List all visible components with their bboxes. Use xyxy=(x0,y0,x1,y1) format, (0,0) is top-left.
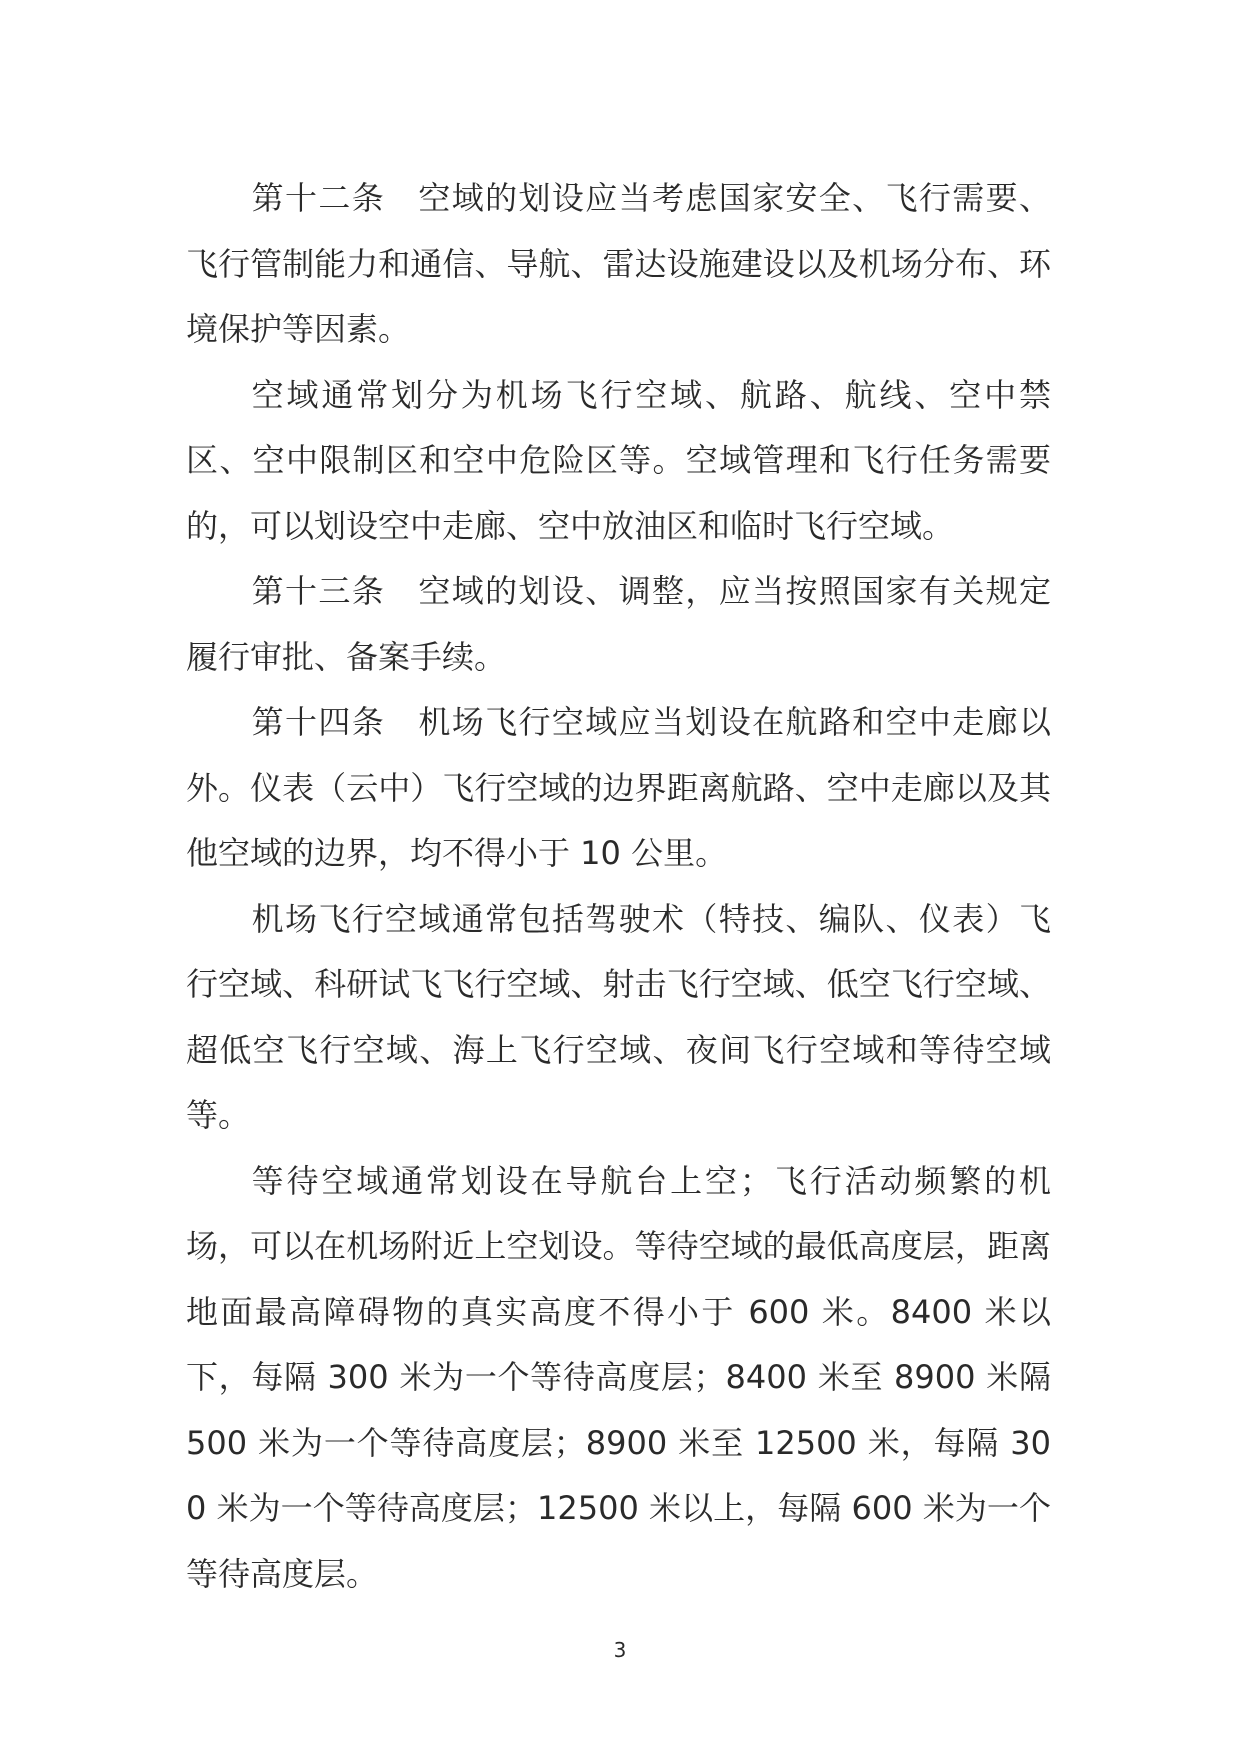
holding-airspace-paragraph: 等待空域通常划设在导航台上空；飞行活动频繁的机场，可以在机场附近上空划设。等待空域的最低高度层，距离地面最高障碍物的真实高度不得小于 600 米。8400 米以下，每隔 300 米为一个等待高度层；8400 米至 8900 米隔 500 米为一个等待高度层；8900 米至 12500 米，每隔 300 米为一个等待高度层；12500 米以上，每隔 600 米为一个等待高度层。 xyxy=(186,1161,1051,1593)
article-12-paragraph: 第十二条 空域的划设应当考虑国家安全、飞行需要、飞行管制能力和通信、导航、雷达设施建设以及机场分布、环境保护等因素。 xyxy=(186,179,1051,348)
article-14-paragraph: 第十四条 机场飞行空域应当划设在航路和空中走廊以外。仪表（云中）飞行空域的边界距离航路、空中走廊以及其他空域的边界，均不得小于 10 公里。 xyxy=(186,703,1051,872)
page-number: 3 xyxy=(613,1638,627,1662)
airport-airspace-types-paragraph: 机场飞行空域通常包括驾驶术（特技、编队、仪表）飞行空域、科研试飞飞行空域、射击飞行空域、低空飞行空域、超低空飞行空域、海上飞行空域、夜间飞行空域和等待空域等。 xyxy=(186,899,1051,1134)
article-13-paragraph: 第十三条 空域的划设、调整，应当按照国家有关规定履行审批、备案手续。 xyxy=(186,572,1051,676)
airspace-classification-paragraph: 空域通常划分为机场飞行空域、航路、航线、空中禁区、空中限制区和空中危险区等。空域管理和飞行任务需要的，可以划设空中走廊、空中放油区和临时飞行空域。 xyxy=(186,375,1051,545)
document-body xyxy=(186,166,1051,1607)
